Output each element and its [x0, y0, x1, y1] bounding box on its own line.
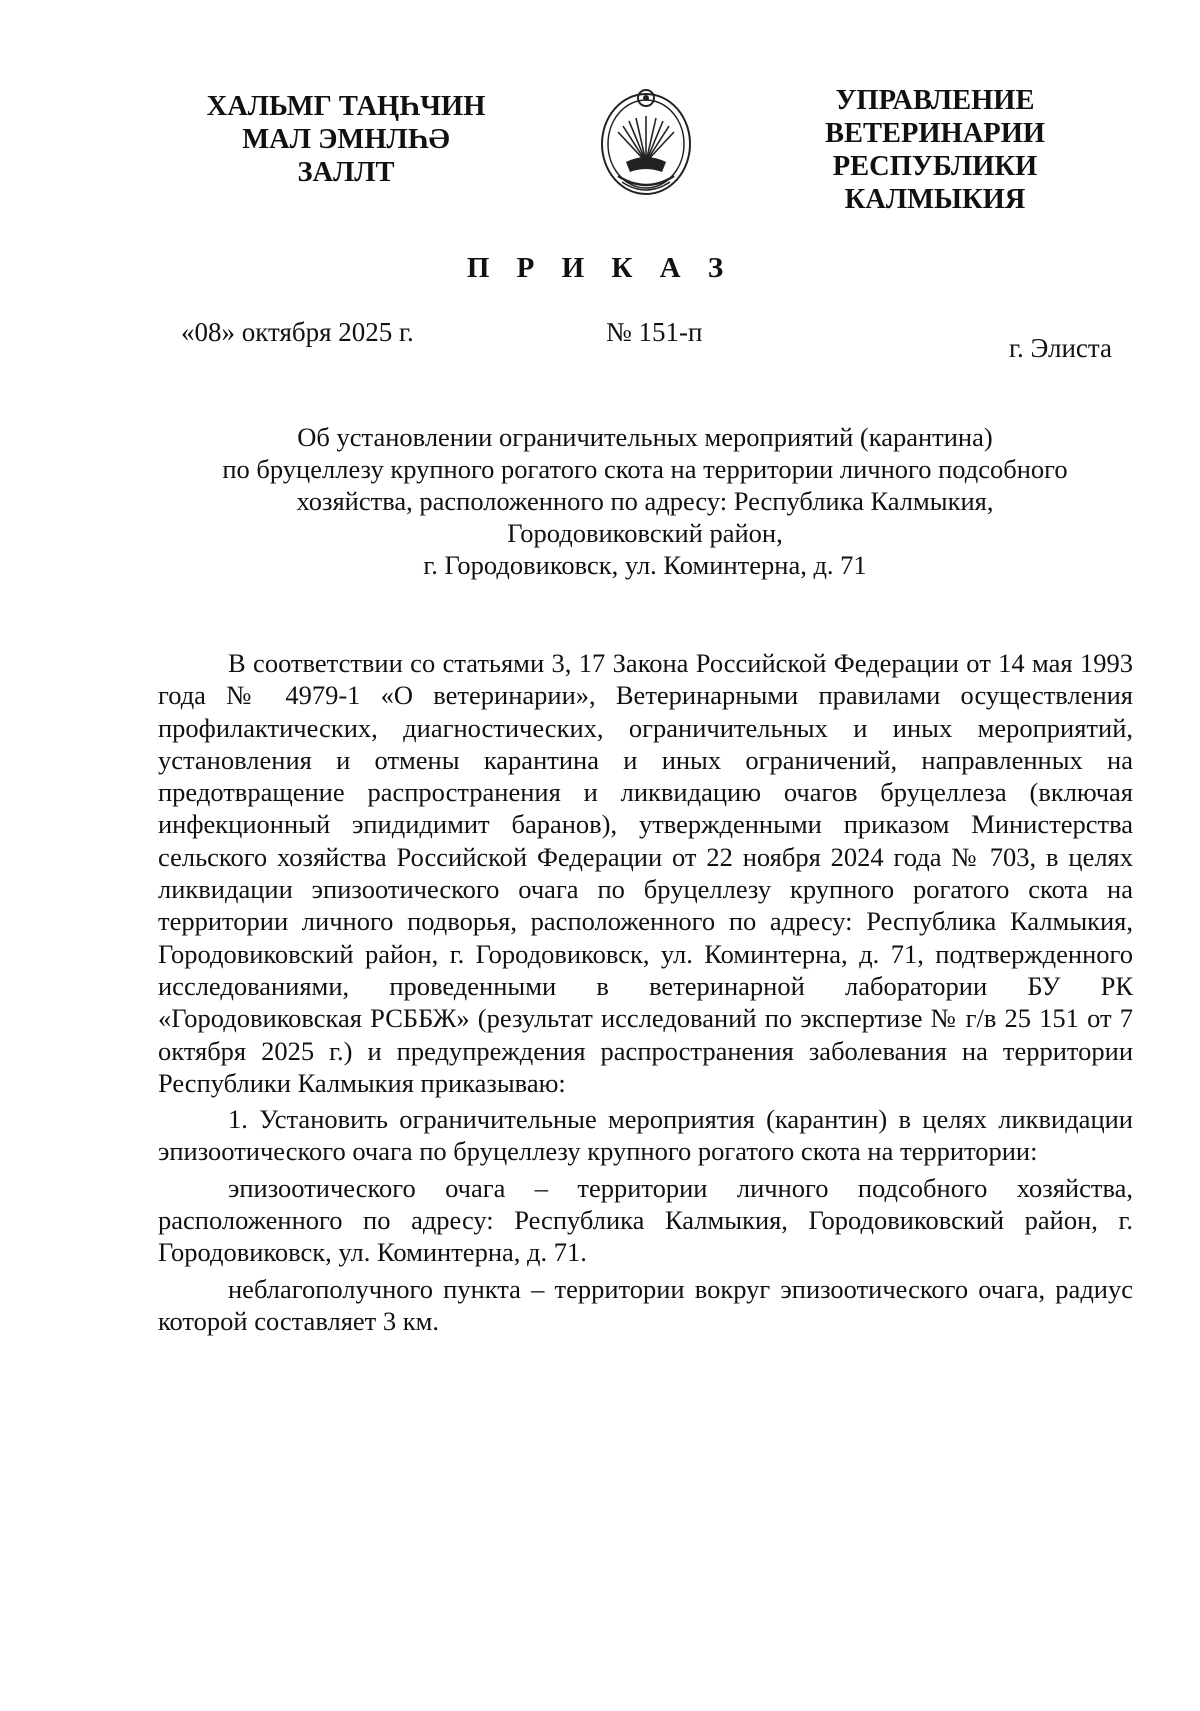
document-title: П Р И К А З	[466, 252, 734, 284]
header-left-line: ЗАЛЛТ	[297, 157, 395, 188]
subject-line: по бруцеллезу крупного рогатого скота на территории личного подсобного	[222, 454, 1068, 484]
header-right-line: УПРАВЛЕНИЕ	[835, 85, 1035, 116]
subject-line: Городовиковский район,	[507, 518, 783, 548]
subject-line: г. Городовиковск, ул. Коминтерна, д. 71	[423, 550, 867, 580]
kalmykia-emblem-icon	[596, 84, 696, 199]
order-city: г. Элиста	[1008, 333, 1112, 363]
header-right-line: ВЕТЕРИНАРИИ	[824, 118, 1046, 149]
body-paragraph: неблагополучного пункта – территории вокруг эпизоотического очага, радиус которой составляет 3 км.	[158, 1273, 1133, 1336]
order-number: № 151-п	[606, 317, 703, 347]
body-paragraph: 1. Установить ограничительные мероприятия (карантин) в целях ликвидации эпизоотического очага по бруцеллезу крупного рогатого скота на территории:	[158, 1104, 1133, 1167]
order-body	[158, 647, 1133, 1341]
subject-line: хозяйства, расположенного по адресу: Республика Калмыкия,	[296, 486, 994, 516]
order-date: «08» октября 2025 г.	[181, 317, 414, 347]
header-left-org-name	[196, 90, 496, 189]
header-right-line: РЕСПУБЛИКИ	[832, 151, 1038, 182]
header-left-line: МАЛ ЭМНЛҺӘ	[242, 124, 450, 155]
body-paragraph: эпизоотического очага – территории личного подсобного хозяйства, расположенного по адресу: Республика Калмыкия, Городовиковский район, г. Городовиковск, ул. Коминтерна, д. 71.	[158, 1172, 1133, 1268]
order-subject	[150, 421, 1140, 581]
header-left-line: ХАЛЬМГ ТАҢҺЧИН	[206, 91, 486, 122]
subject-line: Об установлении ограничительных мероприятий (карантина)	[297, 422, 993, 452]
header-right-org-name	[815, 84, 1055, 216]
header-right-line: КАЛМЫКИЯ	[844, 184, 1026, 215]
body-paragraph: В соответствии со статьями 3, 17 Закона Российской Федерации от 14 мая 1993 года № 4979-1 «О ветеринарии», Ветеринарными правилами осуществления профилактических, диагностических, ограничительных и иных мероприятий, установления и отмены карантина и иных ограничений, направленных на предотвращение распространения и ликвидацию очагов бруцеллеза (включая инфекционный эпидидимит баранов), утвержденными приказом Министерства сельского хозяйства Российской Федерации от 22 ноября 2024 года № 703, в целях ликвидации эпизоотического очага по бруцеллезу крупного рогатого скота на территории личного подворья, расположенного по адресу: Республика Калмыкия, Городовиковский район, г. Городовиковск, ул. Коминтерна, д. 71, подтвержденного исследованиями, проведенными в ветеринарной лаборатории БУ РК «Городовиковская РСББЖ» (результат исследований по экспертизе № г/в 25 151 от 7 октября 2025 г.) и предупреждения распространения заболевания на территории Республики Калмыкия приказываю:	[158, 648, 1133, 1098]
